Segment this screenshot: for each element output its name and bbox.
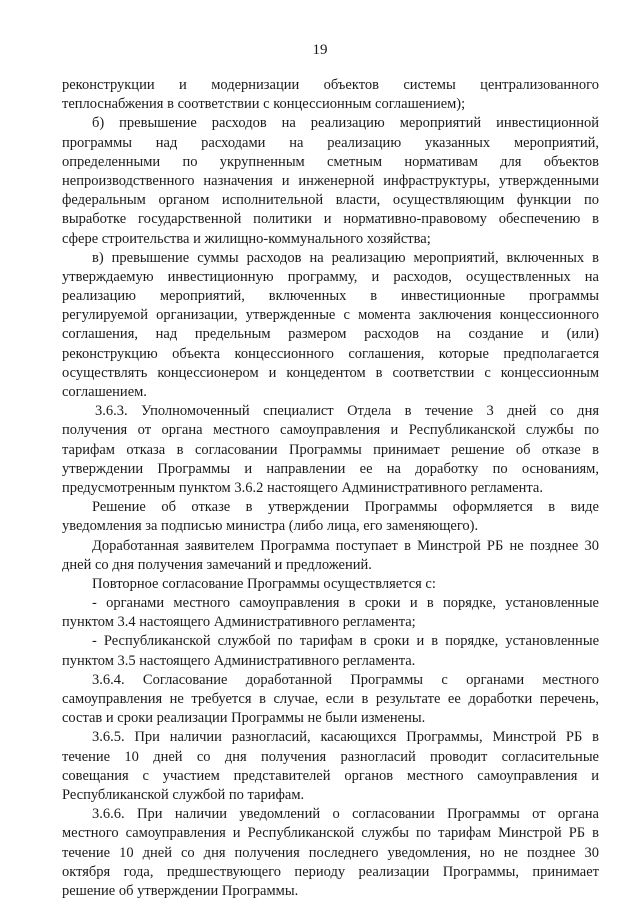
text-line: 3.6.6. При наличии уведомлений о согласовании Программы от органа bbox=[92, 806, 599, 823]
text-line: реконструкции и модернизации объектов системы централизованного bbox=[62, 77, 599, 93]
text-line: непроизводственного назначения и инженерной инфраструктуры, утвержденными bbox=[62, 172, 599, 189]
text-line: пунктом 3.5 настоящего Административного регламента. bbox=[62, 652, 416, 669]
text-line: реализацию мероприятий, включенных в инвестиционные программы bbox=[62, 288, 599, 305]
text-line: тарифам отказа в согласовании Программы принимает решение об отказе в bbox=[62, 441, 599, 458]
text-line: решение об утверждении Программы. bbox=[62, 882, 299, 899]
text-line: Республиканской службой по тарифам. bbox=[62, 786, 305, 803]
text-line: сфере строительства и жилищно-коммунального хозяйства; bbox=[62, 230, 431, 247]
text-line: соглашением. bbox=[62, 384, 147, 400]
text-line: Повторное согласование Программы осуществляется с: bbox=[92, 575, 436, 592]
text-line: реконструкцию объекта концессионного соглашения, которые предполагается bbox=[62, 345, 599, 362]
text-line: состав и сроки реализации Программы не были изменены. bbox=[62, 710, 426, 727]
text-line: 3.6.3. Уполномоченный специалист Отдела в течение 3 дней со дня bbox=[95, 403, 599, 420]
text-line: Доработанная заявителем Программа поступает в Минстрой РБ не позднее 30 bbox=[92, 537, 599, 554]
text-line: - органами местного самоуправления в сроки и в порядке, установленные bbox=[92, 595, 599, 612]
text-line: самоуправления не требуется в случае, если в результате ее доработки перечень, bbox=[62, 691, 599, 707]
text-line: местного самоуправления и Республиканской службы по тарифам Минстрой РБ в bbox=[62, 825, 599, 842]
text-line: регулируемой организации, утвержденные с момента заключения концессионного bbox=[62, 307, 599, 324]
text-line: б) превышение расходов на реализацию мероприятий инвестиционной bbox=[92, 115, 599, 132]
text-line: выработке государственной политики и нормативно-правовому обеспечению в bbox=[62, 211, 599, 228]
text-line: Решение об отказе в утверждении Программы оформляется в виде bbox=[92, 499, 599, 516]
text-line: программы над расходами на реализацию указанных мероприятий, bbox=[62, 134, 599, 151]
text-line: федеральным органом исполнительной власти, осуществляющим функции по bbox=[62, 192, 599, 209]
text-line: течение 10 дней со дня получения разногласий проводит согласительные bbox=[62, 748, 599, 765]
text-line: получения от органа местного самоуправления и Республиканской службы по bbox=[62, 422, 599, 439]
text-line: течение 10 дней со дня получения последнего уведомления, но не позднее 30 bbox=[62, 844, 599, 861]
text-line: теплоснабжения в соответствии с концессионным соглашением); bbox=[62, 96, 466, 113]
text-line: 3.6.4. Согласование доработанной Программы с органами местного bbox=[92, 671, 599, 688]
text-line: октября года, предшествующего периоду реализации Программы, принимает bbox=[62, 863, 599, 880]
text-line: утверждаемую инвестиционную программу, и расходов, осуществленных на bbox=[62, 268, 599, 285]
page-number: 19 bbox=[312, 42, 328, 58]
text-line: в) превышение суммы расходов на реализацию мероприятий, включенных в bbox=[92, 249, 599, 266]
text-line: предусмотренным пунктом 3.6.2 настоящего Административного регламента. bbox=[62, 479, 543, 496]
text-line: совещания с участием представителей органов местного самоуправления и bbox=[62, 767, 599, 784]
text-line: утверждении Программы и направлении ее на доработку по основаниям, bbox=[62, 460, 599, 477]
text-line: дней со дня получения замечаний и предложений. bbox=[62, 556, 372, 573]
text-line: - Республиканской службой по тарифам в сроки и в порядке, установленные bbox=[92, 633, 599, 650]
text-line: осуществлять концессионером и концедентом в соответствии с концессионным bbox=[62, 364, 599, 381]
document-body bbox=[62, 76, 599, 901]
text-line: пунктом 3.4 настоящего Административного регламента; bbox=[62, 614, 416, 631]
text-line: уведомления за подписью министра (либо лица, его заменяющего). bbox=[62, 518, 479, 535]
text-line: определенными по укрупненным сметным нормативам для объектов bbox=[62, 153, 599, 170]
text-line: 3.6.5. При наличии разногласий, касающихся Программы, Минстрой РБ в bbox=[92, 729, 599, 746]
text-line: соглашения, над предельным размером расходов на создание и (или) bbox=[62, 326, 599, 343]
